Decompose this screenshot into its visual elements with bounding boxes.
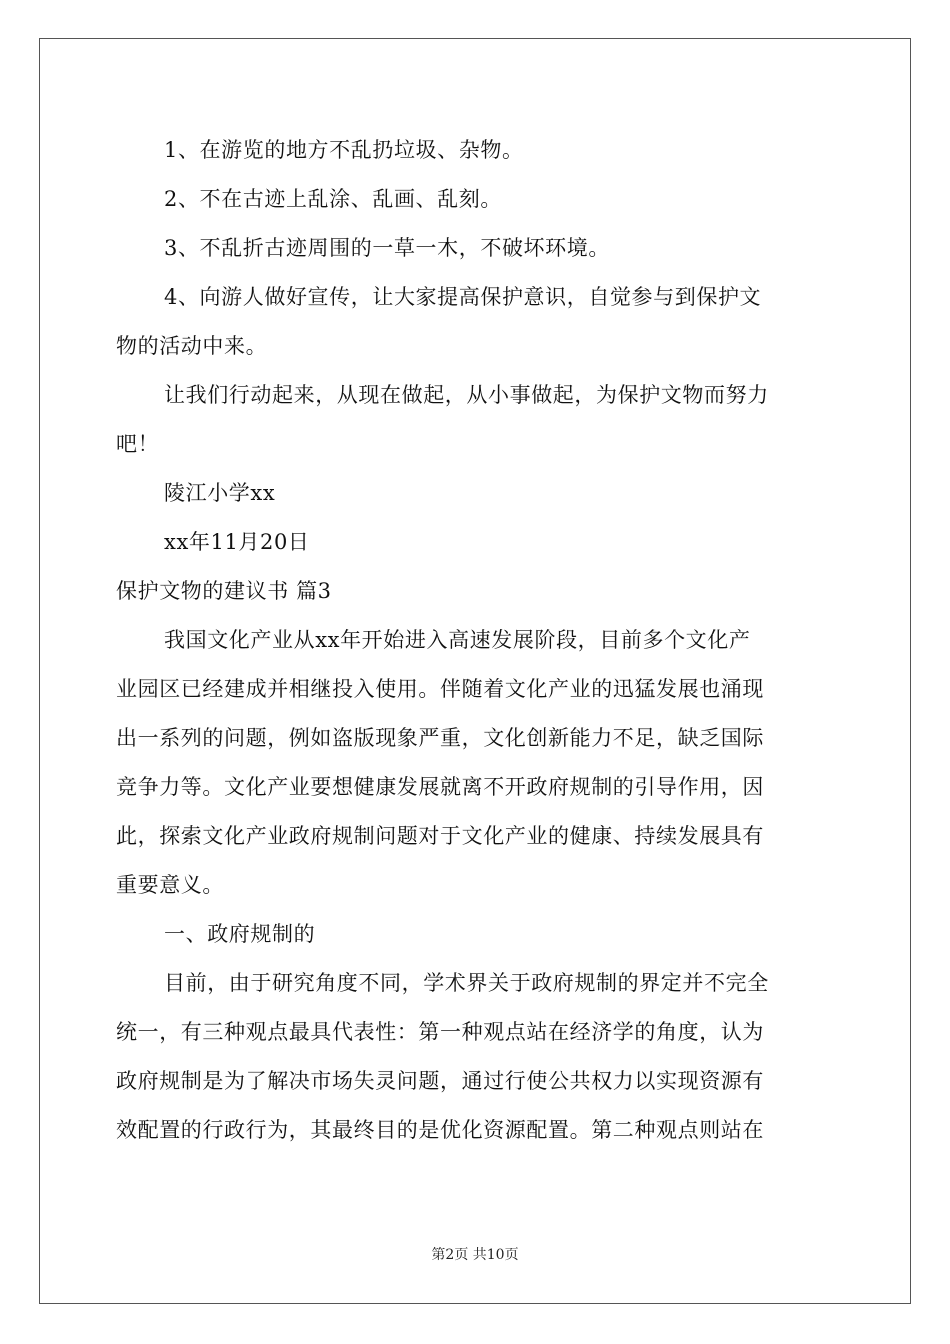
paragraph-line: 目前，由于研究角度不同，学术界关于政府规制的界定并不完全 [164,971,769,995]
closing-paragraph-cont: 吧！ [116,432,160,456]
signature-school: 陵江小学xx [164,481,276,505]
list-item-2: 2、不在古迹上乱涂、乱画、乱刻。 [164,187,502,211]
document-body [116,126,834,1155]
list-item-4: 4、向游人做好宣传，让大家提高保护意识，自觉参与到保护文 [164,285,762,309]
list-item-3: 3、不乱折古迹周围的一草一木，不破坏环境。 [164,236,610,260]
paragraph-line: 效配置的行政行为，其最终目的是优化资源配置。第二种观点则站在 [116,1118,764,1142]
signature-date: xx年11月20日 [164,530,310,554]
paragraph-line: 竞争力等。文化产业要想健康发展就离不开政府规制的引导作用，因 [116,775,764,799]
paragraph-line: 我国文化产业从xx年开始进入高速发展阶段，目前多个文化产 [164,628,751,652]
paragraph-line: 出一系列的问题，例如盗版现象严重，文化创新能力不足，缺乏国际 [116,726,764,750]
paragraph-line: 统一，有三种观点最具代表性：第一种观点站在经济学的角度，认为 [116,1020,764,1044]
page-number: 第2页 共10页 [431,1247,519,1263]
paragraph-line: 业园区已经建成并相继投入使用。伴随着文化产业的迅猛发展也涌现 [116,677,764,701]
paragraph-line: 此，探索文化产业政府规制问题对于文化产业的健康、持续发展具有 [116,824,764,848]
paragraph-line: 重要意义。 [116,873,224,897]
list-item-1: 1、在游览的地方不乱扔垃圾、杂物。 [164,138,524,162]
list-item-4-cont: 物的活动中来。 [116,334,268,358]
closing-paragraph: 让我们行动起来，从现在做起，从小事做起，为保护文物而努力 [164,383,769,407]
paragraph-line: 政府规制是为了解决市场失灵问题，通过行使公共权力以实现资源有 [116,1069,764,1093]
subheading: 一、政府规制的 [164,922,316,946]
section-title: 保护文物的建议书 篇3 [116,579,332,603]
